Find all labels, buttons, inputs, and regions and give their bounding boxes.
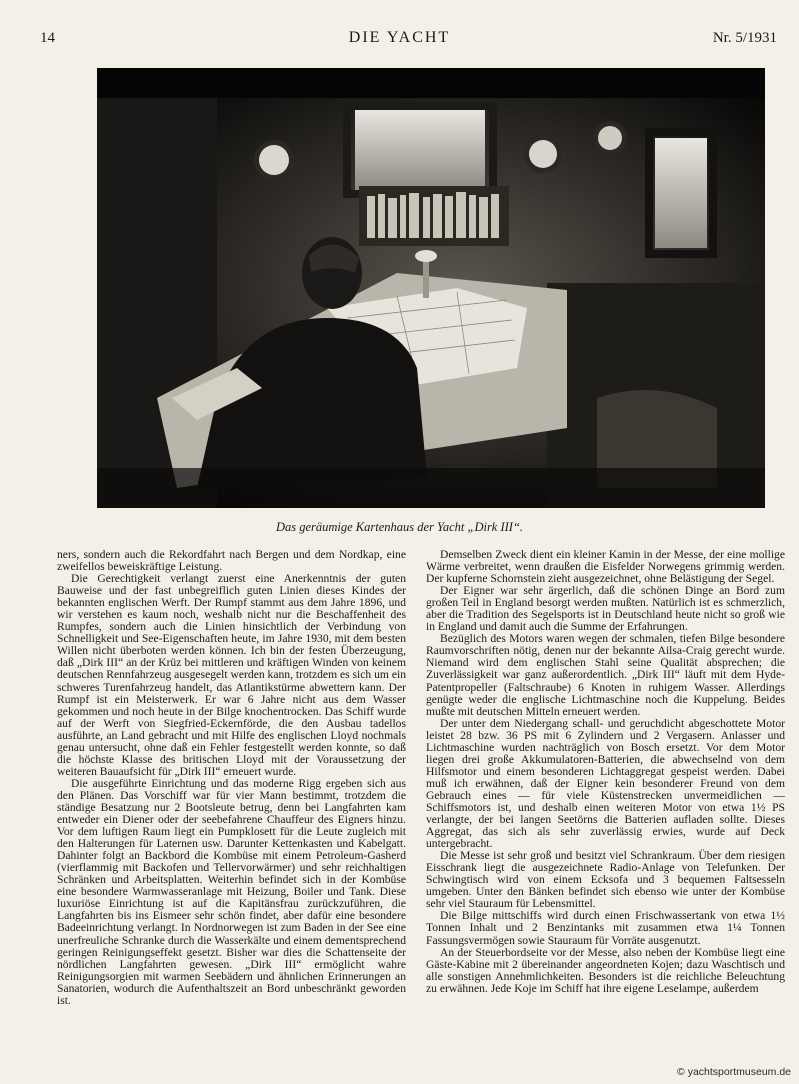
paragraph: An der Steuerbordseite vor der Messe, also neben der Kombüse liegt eine Gäste-Kabine mit 2 übereinander angeordneten Kojen; dazu Waschtisch und alle sonstigen Annehmlichkeiten. Besonders ist die reichliche Beleuchtung zu erwähnen. Jede Koje im Schiff hat ihre eigene Leselampe, außerdem xyxy=(426,945,785,995)
issue-number: Nr. 5/1931 xyxy=(712,30,777,46)
right-window xyxy=(655,138,707,248)
article-column-right xyxy=(426,549,785,995)
paragraph: ners, sondern auch die Rekordfahrt nach Bergen und dem Nordkap, eine zweifellos beweiskräftige Leistung. xyxy=(57,548,406,574)
clock xyxy=(598,126,622,150)
porthole-left xyxy=(259,145,289,175)
paragraph: Die Bilge mittschiffs wird durch einen Frischwassertank von etwa 1½ Tonnen Inhalt und 2 Benzintanks mit zusammen etwa 1¼ Tonnen Fassungsvermögen sowie Stauraum für Vorräte ausgenutzt. xyxy=(426,909,785,947)
paragraph: Die ausgeführte Einrichtung und das moderne Rigg ergeben sich aus den Plänen. Das Vorschiff war für vier Mann bestimmt, trotzdem die ständige Besatzung nur 2 Bootsleute betrug, denn bei Langfahrten kam entweder ein Diener oder der seebefahrene Chauffeur des Eigners hinzu. Vor dem luftigen Raum liegt ein Pumpklosett für die Leute zugleich mit den Halterungen für Laternen usw. Darunter Kettenkasten und Kabelgatt. Dahinter folgt an Backbord die Kombüse mit einem Petroleum-Gasherd (vierflammig mit Backofen und Tellervorwärmer) und sehr reichhaltigen Schränken und Arbeitsplatten. Weiterhin befindet sich in der Kombüse eine besondere Warmwasseranlage mit Heizung, Boiler und Tank. Diese luxuriöse Einrichtung ist auf die Kapitänsfrau zurückzuführen, die Langfahrten bis ins Eismeer sehr schön findet, aber dafür eine besondere Badeeinrichtung verlangt. In Nordnorwegen ist zum Baden in der See eine unerfreuliche Schranke durch die Wasserkälte und einem dementsprechend geringen Reinigungseffekt gesetzt. Bisher war dies die Schattenseite der nördlichen Langfahrten gewesen. „Dirk III“ ermöglicht wahre Reinigungsorgien mit warmen Seebädern und ähnlichen Erinnerungen an Sanatorien, wodurch die Aufenthaltszeit an Bord unbeschränkt geworden ist. xyxy=(57,776,406,1007)
table-lamp xyxy=(415,250,437,262)
chart-room-illustration xyxy=(97,68,765,508)
photo-caption: Das geräumige Kartenhaus der Yacht „Dirk III“. xyxy=(275,520,524,534)
chart-room-photo xyxy=(97,68,765,508)
central-window xyxy=(355,110,485,190)
article-column-left xyxy=(57,549,406,1007)
paragraph: Bezüglich des Motors waren wegen der schmalen, tiefen Bilge besondere Raumvorschriften nötig, denen nur der bekannte Ailsa-Craig gerecht wurde. Niemand wird dem englischen Stahl seine Qualität absprechen; die Zuverlässigkeit war ganz außerordentlich. „Dirk III“ läuft mit dem Hyde-Patentpropeller (Faltschraube) 6 Knoten in ruhigem Wasser. Allerdings genügte weder die englische Lichtmaschine noch die Kuppelung. Beides mußte mit deutschen Mitteln erneuert werden. xyxy=(426,632,785,718)
paragraph: Demselben Zweck dient ein kleiner Kamin in der Messe, der eine mollige Wärme verbreitet, wenn draußen die Eisfelder Norwegens grimmig werden. Der kupferne Schornstein zieht ausgezeichnet, ohne Belästigung der Segel. xyxy=(426,548,785,586)
paragraph: Der unter dem Niedergang schall- und geruchdicht abgeschottete Motor leistet 28 bzw. 36 PS mit 6 Zylindern und 2 Vergasern. Anlasser und Lichtmaschine wurden nachträglich von Bosch ersetzt. Vor dem Motor liegen drei große Akkumulatoren-Batterien, die abwechselnd von dem Hilfsmotor und einem besonderen Lichtaggregat gespeist werden. Dabei muß ich erwähnen, daß der Eigner kein besonderer Freund von dem Gebrauch eines — für viele Küstenstrecken unvermeidlichen — Schiffsmotors ist, und deshalb einen weiteren Motor von etwa 1½ PS verlangte, der bei langen Seetörns die Batterien aufladen sollte. Dieses Aggregat, das sich als sehr zuverlässig erwies, wurde auf Deck untergebracht. xyxy=(426,716,785,851)
paragraph: Die Gerechtigkeit verlangt zuerst eine Anerkenntnis der guten Bauweise und der fast unbegreiflich guten Linien dieses Kindes der bekannten englischen Werft. Der Rumpf stammt aus dem Jahre 1896, und wir verstehen es kaum noch, weshalb nicht nur die Beschaffenheit des Rumpfes, sondern auch die Linien hinsichtlich der Verbindung von Schnelligkeit und See-Eigenschaften heute, im Jahre 1930, mit dem besten Willen nicht überboten werden können. Ich bin der festen Überzeugung, daß „Dirk III“ an der Krüz bei mittleren und kräftigen Winden von keinem deutschen Rennfahrzeug ausgesegelt werden kann, trotzdem es sich um ein schweres Turenfahrzeug handelt, das Atlantikstürme abwettern kann. Der Rumpf ist ein Meisterwerk. Er war 6 Jahre nicht aus dem Wasser gekommen und noch heute in der Bilge knochentrocken. Das Schiff wurde auf der Werft von Siegfried-Eckernförde, die den Ausbau tadellos ausführte, an Land gebracht und mit Hilfe des englischen Lloyd nochmals genau untersucht, ohne daß ein Fehler festgestellt werden konnte, so daß die höchste Klasse des britischen Lloyd mit der Voraussetzung der weiteren Bauaufsicht für „Dirk III“ erneuert wurde. xyxy=(57,572,406,778)
magazine-title: DIE YACHT xyxy=(348,29,451,46)
watermark: © yachtsportmuseum.de xyxy=(677,1066,791,1078)
paragraph: Die Messe ist sehr groß und besitzt viel Schrankraum. Über dem riesigen Eisschrank liegt die ausgezeichnete Radio-Anlage von Telefunken. Der Schwingtisch wird von einem Ecksofa und 3 bequemen Faltsesseln umgeben. Unter den Bänken befindet sich ebenso wie unter der Kombüse sehr viel Stauraum für Lebensmittel. xyxy=(426,849,785,911)
barometer xyxy=(529,140,557,168)
paragraph: Der Eigner war sehr ärgerlich, daß die schönen Dinge an Bord zum großen Teil in England besorgt werden mußten. Natürlich ist es schmerzlich, aber die Tradition des Segelsports ist in Deutschland heute nicht so groß wie in England und damit auch die Summe der Erfahrungen. xyxy=(426,584,785,634)
page-number: 14 xyxy=(40,30,55,46)
